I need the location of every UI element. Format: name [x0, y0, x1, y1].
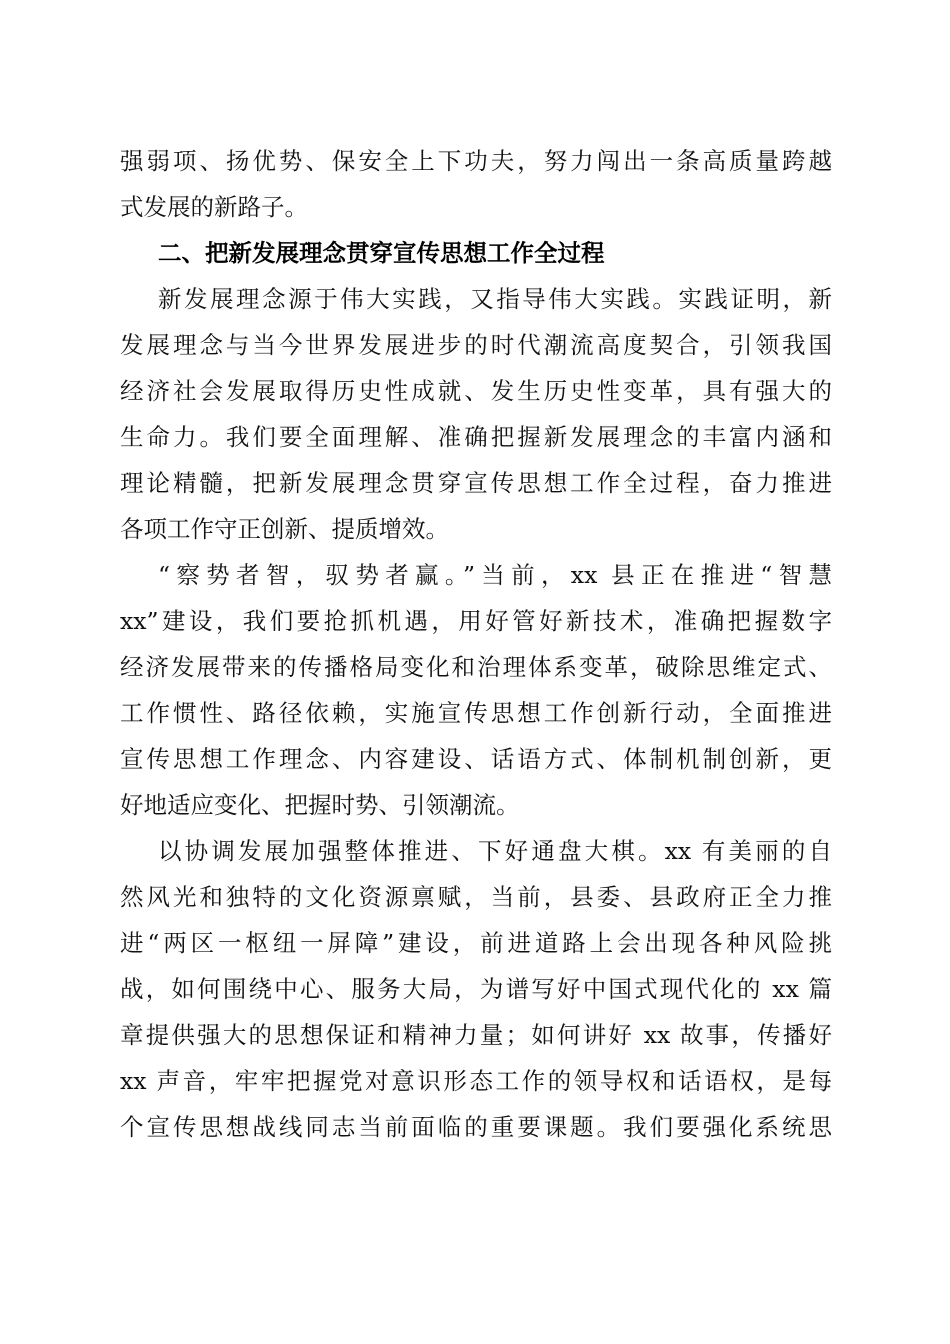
text-line: xx 声音，牢牢把握党对意识形态工作的领导权和话语权，是每	[120, 1067, 832, 1095]
text-line: 发展理念与当今世界发展进步的时代潮流高度契合，引领我国	[120, 331, 832, 359]
paragraph-smart-county	[120, 552, 832, 828]
text-line: 战，如何围绕中心、服务大局，为谱写好中国式现代化的 xx 篇	[120, 975, 832, 1003]
text-line: 经济发展带来的传播格局变化和治理体系变革，破除思维定式、	[120, 653, 832, 681]
text-line: 新发展理念源于伟大实践，又指导伟大实践。实践证明，新	[158, 285, 832, 313]
text-line: 工作惯性、路径依赖，实施宣传思想工作创新行动，全面推进	[120, 699, 832, 727]
paragraph-coordinated-development	[120, 828, 832, 1150]
text-line: 个宣传思想战线同志当前面临的重要课题。我们要强化系统思	[120, 1113, 832, 1141]
text-line: “察势者智，驭势者赢。”当前，xx 县正在推进“智慧	[158, 561, 832, 589]
text-line: 式发展的新路子。	[120, 193, 308, 221]
text-line: 好地适应变化、把握时势、引领潮流。	[120, 791, 520, 819]
paragraph-new-development-concept	[120, 276, 832, 552]
section-heading: 二、把新发展理念贯穿宣传思想工作全过程	[158, 239, 605, 267]
text-line: 生命力。我们要全面理解、准确把握新发展理念的丰富内涵和	[120, 423, 832, 451]
text-line: 强弱项、扬优势、保安全上下功夫，努力闯出一条高质量跨越	[120, 147, 832, 175]
intro-paragraph	[120, 138, 832, 230]
text-line: 章提供强大的思想保证和精神力量；如何讲好 xx 故事，传播好	[120, 1021, 832, 1049]
text-line: 宣传思想工作理念、内容建设、话语方式、体制机制创新，更	[120, 745, 832, 773]
text-line: 各项工作守正创新、提质增效。	[120, 515, 449, 543]
text-line: 然风光和独特的文化资源禀赋，当前，县委、县政府正全力推	[120, 883, 832, 911]
text-line: 以协调发展加强整体推进、下好通盘大棋。xx 有美丽的自	[158, 837, 832, 865]
text-line: xx”建设，我们要抢抓机遇，用好管好新技术，准确把握数字	[120, 607, 832, 635]
text-line: 经济社会发展取得历史性成就、发生历史性变革，具有强大的	[120, 377, 832, 405]
text-line: 理论精髓，把新发展理念贯穿宣传思想工作全过程，奋力推进	[120, 469, 832, 497]
text-line: 进“两区一枢纽一屏障”建设，前进道路上会出现各种风险挑	[120, 929, 832, 957]
document-body	[120, 138, 832, 1150]
